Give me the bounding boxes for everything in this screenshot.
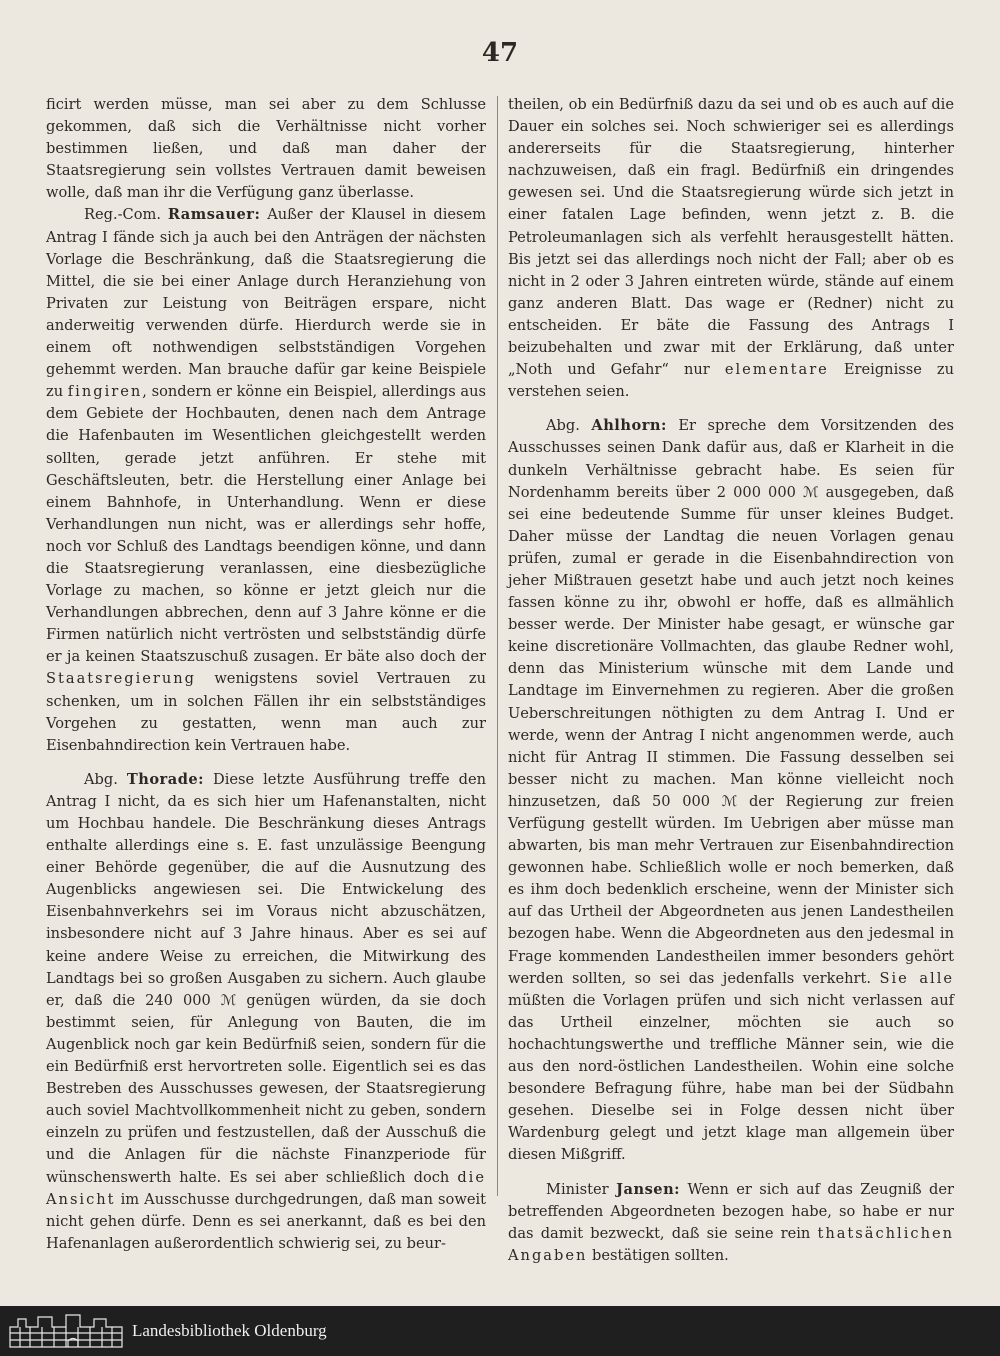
footer-library-name: Landesbibliothek Oldenburg — [132, 1321, 327, 1340]
page-number: 47 — [481, 38, 519, 68]
emphasis-text: Sie alle — [879, 969, 955, 987]
speaker-prefix: Abg. — [84, 770, 118, 788]
speaker-name: Ramsauer: — [167, 206, 261, 224]
speaker-prefix: Reg.-Com. — [84, 206, 161, 224]
paragraph-text: Er spreche dem Vorsitzenden des Ausschusses seinen Dank dafür aus, daß er Klarheit in die dunkeln Verhältnisse gebracht habe. Es seien für Nordenhamm bereits über 2 000 000 ℳ ausgegeben, daß sei eine bedeutende Summe für unser kleines Budget. Daher müsse der Landtag die neuen Vorlagen genau prüfen, zumal er gerade in die Eisenbahndirection von jeher Mißtrauen gesetzt habe und auch jetzt noch keines fassen könne zu ihr, obwohl er hoffe, daß es allmählich besser werde. Der Minister habe gesagt, er wünsche gar keine discretionäre Vollmachten, das glaube Redner wohl, denn das Ministerium wünsche mit dem Lande und Landtage im Einvernehmen zu regieren. Aber die großen Ueberschreitungen nöthigten zu dem Antrag I. Und er werde, wenn der Antrag I nicht angenommen werde, auch nicht für Antrag II stimmen. Die Fassung desselben sei besser nicht zu machen. Man könne vielleicht noch hinzusetzen, daß 50 000 ℳ der Regierung zur freien Verfügung gestellt würden. Im Uebrigen aber müsse man abwarten, bis man mehr Vertrauen zur Eisenbahndirection gewonnen habe. Schließlich wolle er noch bemerken, daß es ihm doch bedenklich erscheine, wenn der Minister sich auf das Urtheil der Abgeordneten aus jenen Landestheilen bezogen habe. Wenn die Abgeordneten aus den jedesmal in Frage kommenden Landestheilen immer besonders gehört werden sollten, so sei das jedenfalls verkehrt. — [508, 417, 955, 987]
speaker-name: Thorade: — [126, 770, 205, 788]
footer-bar — [0, 1306, 1000, 1356]
emphasis-text: die Ansicht — [46, 1168, 486, 1208]
paragraph-text: im Ausschusse durchgedrungen, daß man soweit nicht gehen dürfe. Denn es sei anerkannt, daß es bei den Hafenanlagen außerordentlich schwierig sei, zu beur- — [46, 1190, 486, 1252]
paragraph-text: Wenn er sich auf das Zeugniß der betreffenden Abgeordneten bezogen habe, so habe er nur das damit bezweckt, daß sie seine rein — [508, 1180, 955, 1242]
emphasis-text: fingiren — [67, 383, 143, 401]
speaker-name: Ahlhorn: — [591, 417, 667, 435]
speaker-name: Jansen: — [616, 1180, 681, 1198]
paragraph — [508, 94, 954, 403]
paragraph-text: wenigstens soviel Vertrauen zu schenken, um in solchen Fällen ihr ein selbstständiges Vorgehen zu gestatten, wenn man auch zur Eisenbahndirection kein Vertrauen habe. — [46, 670, 487, 754]
emphasis-text: elementare — [724, 361, 829, 379]
speaker-prefix: Minister — [546, 1180, 609, 1198]
library-building-icon — [8, 1313, 124, 1349]
column-divider — [497, 96, 498, 1196]
paragraph-text: müßten die Vorlagen prüfen und sich nicht verlassen auf das Urtheil einzelner, möchten sie auch so hochachtungswerthe und treffliche Männer sein, wie die aus den nord-östlichen Landestheilen. Wohin eine solche besondere Befragung führe, habe man bei der Südbahn gesehen. Dieselbe sei in Folge dessen nicht über Wardenburg gelegt und jetzt klage man allgemein über diesen Mißgriff. — [508, 991, 954, 1164]
emphasis-text: Staatsregierung — [46, 670, 196, 688]
paragraph-text: Diese letzte Ausführung treffe den Antrag I nicht, da es sich hier um Hafenanstalten, nicht um Hochbau handele. Die Beschränkung dieses Antrags enthalte allerdings eine s. E. fast unzulässige Beengung einer Behörde gegenüber, die auf die Ausnutzung des Augenblicks angewiesen sei. Die Entwickelung des Eisenbahnverkehrs sei im Voraus nicht abzuschätzen, insbesondere nicht auf 3 Jahre hinaus. Aber es sei auf keine andere Weise zu erreichen, die Mitwirkung des Landtags bei so großen Ausgaben zu sichern. Auch glaube er, daß die 240 000 ℳ genügen würden, da sie doch bestimmt seien, für Anlegung von Bauten, die im Augenblick noch gar kein Bedürfniß seien, sondern für die ein Bedürfniß erst hervortreten solle. Eigentlich sei es das Bestreben des Ausschusses gewesen, der Staatsregierung auch soviel Machtvollkommenheit nicht zu geben, sondern einzeln zu prüfen und festzustellen, daß der Ausschuß die und die Anlagen für die nächste Finanzperiode für wünschenswerth halte. Es sei aber schließlich doch — [46, 770, 486, 1186]
paragraph: ficirt werden müsse, man sei aber zu dem Schlusse gekommen, daß sich die Verhältnisse nicht vorher bestimmen ließen, und daß man daher der Staatsregierung sein vollstes Vertrauen damit beweisen wolle, daß man ihr die Verfügung ganz überlasse. — [46, 96, 486, 202]
paragraph-text: Ereignisse zu verstehen seien. — [508, 361, 955, 401]
paragraph-text: , sondern er könne ein Beispiel, allerdings aus dem Gebiete der Hochbauten, denen nach dem Antrage die Hafenbauten im Wesentlichen gleichgestellt werden sollten, gerade jetzt anführen. Er stehe mit Geschäftsleuten, betr. die Herstellung einer Anlage bei einem Bahnhofe, in Unterhandlung. Wenn er diese Verhandlungen nun nicht, was er allerdings sehr hoffe, noch vor Schluß des Landtags beendigen könne, und dann die Staatsregierung veranlassen, eine diesbezügliche Vorlage zu machen, so könne er jetzt gleich nur die Verhandlungen abbrechen, denn auf 3 Jahre könne er die Firmen natürlich nicht vertrösten und selbstständig dürfe er ja keinen Staatszuschuß zusagen. Er bäte also doch der — [46, 383, 487, 666]
paragraph-ramsauer — [46, 204, 486, 756]
paragraph-ahlhorn — [508, 415, 954, 1166]
paragraph-text: Außer der Klausel in diesem Antrag I fände sich ja auch bei den Anträgen der nächsten Vorlage die Beschränkung, daß die Staatsregierung die Mittel, die sie bei einer Anlage durch Heranziehung von Privaten zur Leistung von Beiträgen erspare, nicht anderweitig verwenden dürfe. Hierdurch werde sie in einem oft nothwendigen selbstständigen Vorgehen gehemmt werden. Man brauche dafür gar keine Beispiele zu — [46, 206, 487, 401]
paragraph-text: theilen, ob ein Bedürfniß dazu da sei und ob es auch auf die Dauer ein solches sei. Noch schwieriger sei es allerdings andererseits für die Staatsregierung, hinterher nachzuweisen, daß ein fragl. Bedürfniß ein dringendes gewesen sei. Und die Staatsregierung würde sich jetzt in einer fatalen Lage befinden, wenn jetzt z. B. die Petroleumanlagen sich als verfehlt herausgestellt hätten. Bis jetzt sei das allerdings noch nicht der Fall; aber ob es nicht in 2 oder 3 Jahren eintreten würde, stände auf einem ganz anderen Blatt. Das wage er (Redner) nicht zu entscheiden. Er bäte die Fassung des Antrags I beizubehalten und zwar mit der Erklärung, daß unter „Noth und Gefahr“ nur — [508, 96, 954, 379]
paragraph-text: bestätigen sollten. — [592, 1246, 729, 1264]
paragraph-jansen — [508, 1179, 954, 1267]
paragraph-thorade — [46, 769, 486, 1255]
emphasis-text: thatsächlichen Angaben — [508, 1224, 955, 1264]
right-column — [508, 94, 954, 1267]
left-column — [46, 94, 486, 1255]
speaker-prefix: Abg. — [546, 417, 580, 435]
